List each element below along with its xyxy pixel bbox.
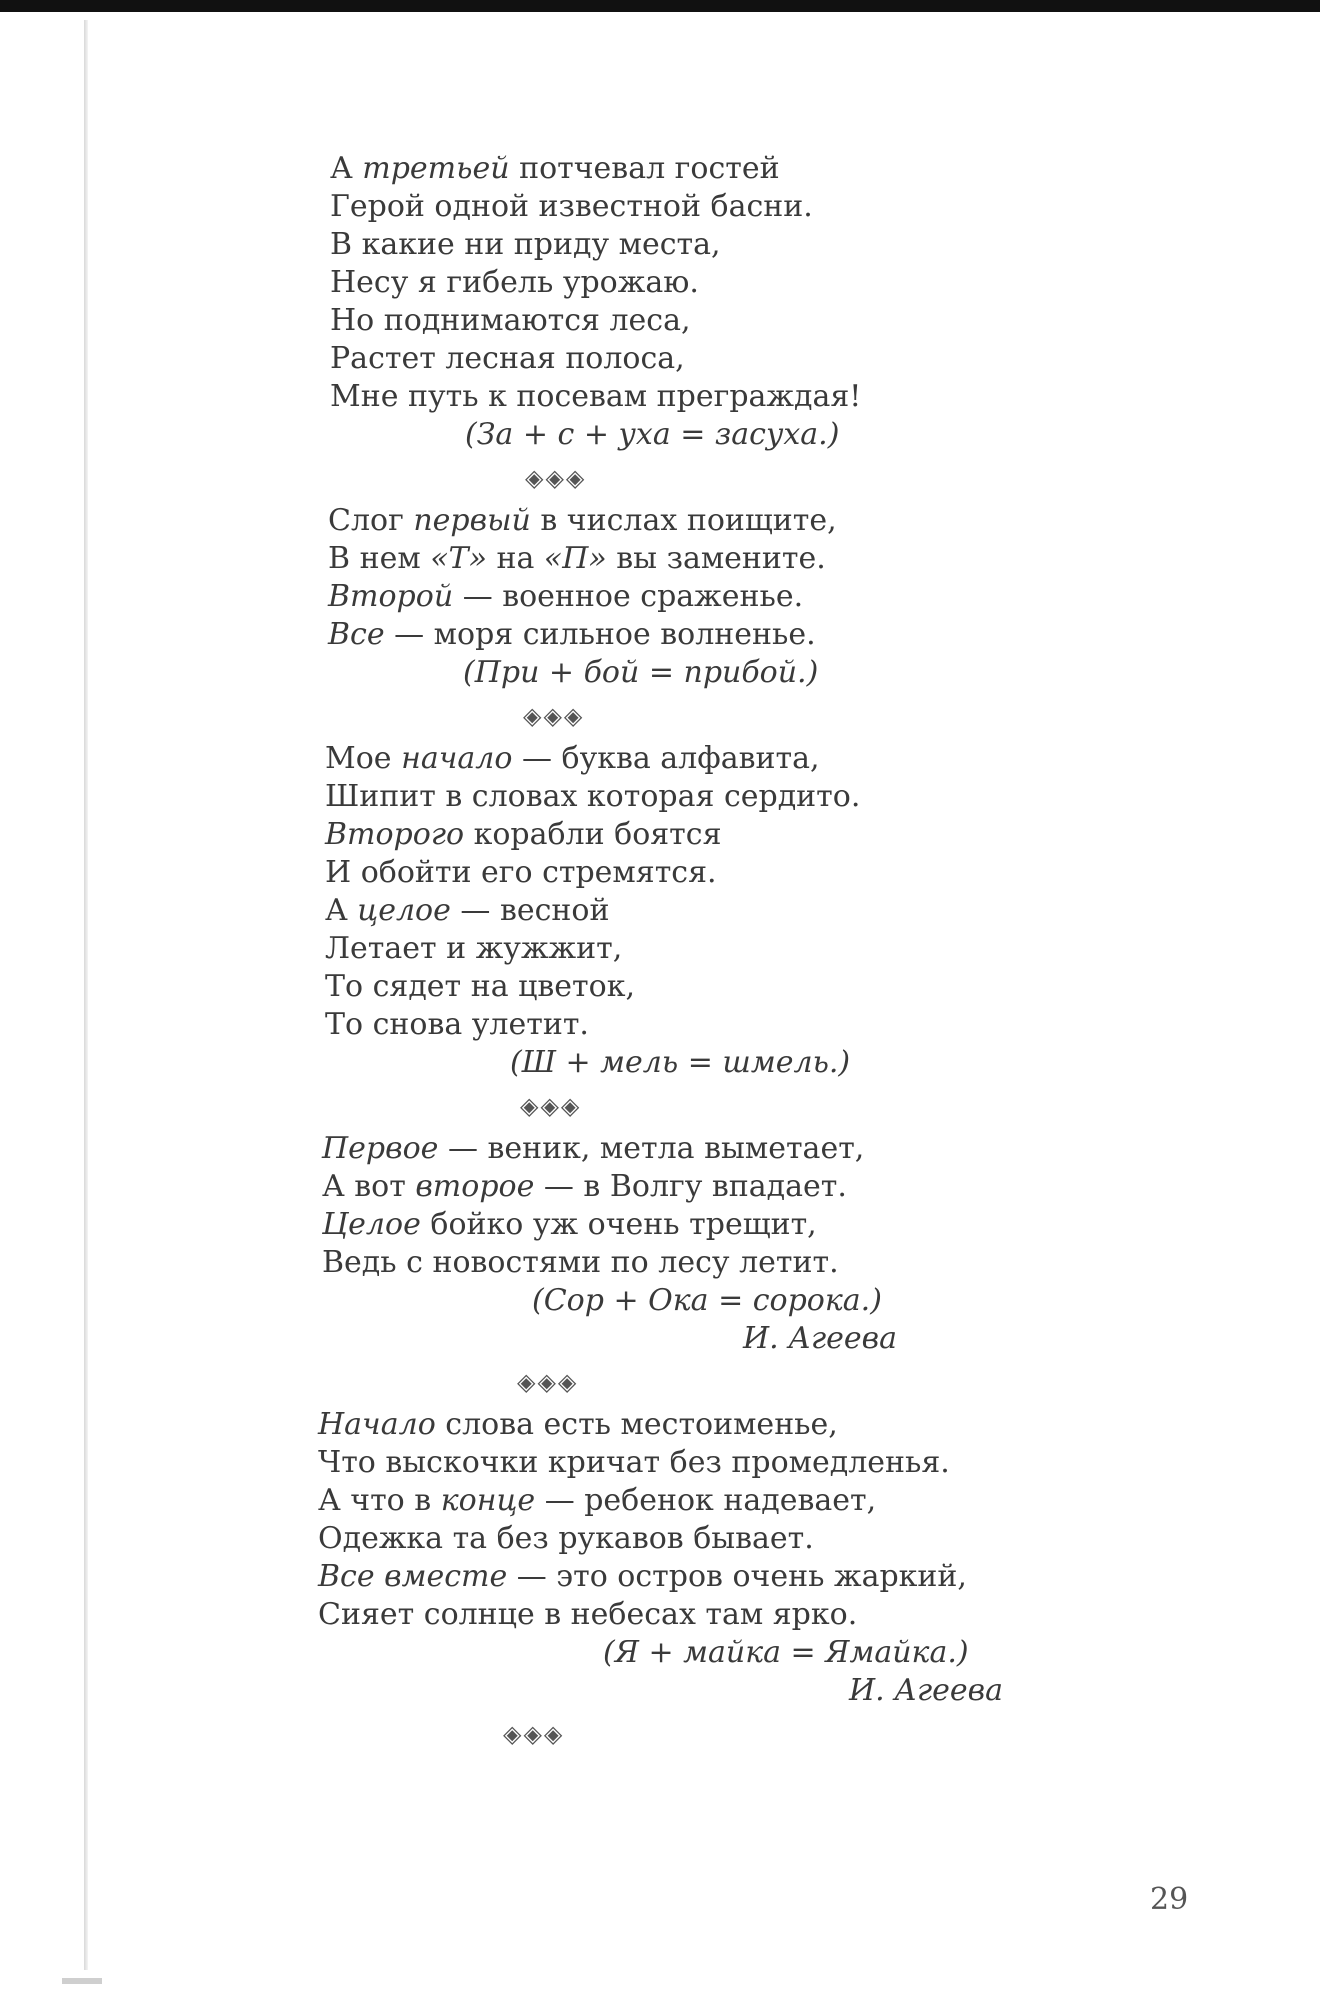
book-spine-shadow bbox=[84, 20, 88, 1970]
poem-line bbox=[325, 1006, 1050, 1044]
poem-text: В нем bbox=[328, 541, 431, 576]
poem-text: Несу я гибель урожаю. bbox=[330, 265, 699, 300]
poem-emphasis: «Т» bbox=[430, 541, 487, 576]
poem-text: слова есть местоименье, bbox=[435, 1407, 838, 1442]
poem-emphasis: Целое bbox=[322, 1207, 421, 1242]
poem-line bbox=[330, 188, 1050, 226]
poem-text: А вот bbox=[322, 1169, 416, 1204]
poem-emphasis: конце bbox=[440, 1483, 536, 1518]
page-number: 29 bbox=[1150, 1882, 1189, 1917]
poem-line bbox=[330, 264, 1050, 302]
section-divider-ornament: ◈◈◈ bbox=[523, 702, 585, 730]
riddle-block bbox=[330, 150, 1050, 502]
poem-text: Одежка та без рукавов бывает. bbox=[318, 1521, 814, 1556]
poem-text: Растет лесная полоса, bbox=[330, 341, 685, 376]
poem-text: Но поднимаются леса, bbox=[330, 303, 691, 338]
poem-line bbox=[318, 1482, 1050, 1520]
riddle-answer: (При + бой = прибой.) bbox=[463, 655, 819, 690]
poem-emphasis: первый bbox=[413, 503, 531, 538]
poem-line bbox=[328, 578, 1050, 616]
section-divider-ornament: ◈◈◈ bbox=[525, 464, 587, 492]
poem-emphasis: второе bbox=[415, 1169, 535, 1204]
riddle-author: И. Агеева bbox=[743, 1321, 897, 1356]
riddle-block bbox=[318, 1406, 1050, 1758]
riddle-answer: (Сор + Ока = сорока.) bbox=[532, 1283, 882, 1318]
poem-text: А bbox=[325, 893, 358, 928]
poem-text: Сияет солнце в небесах там ярко. bbox=[318, 1597, 858, 1632]
poem-text: Что выскочки кричат без промедленья. bbox=[318, 1445, 950, 1480]
poem-text: на bbox=[486, 541, 544, 576]
poem-line bbox=[325, 892, 1050, 930]
poem-text: И обойти его стремятся. bbox=[325, 855, 717, 890]
poem-text: корабли боятся bbox=[464, 817, 722, 852]
poem-text: потчевал гостей bbox=[509, 151, 780, 186]
riddle-answer: (Ш + мель = шмель.) bbox=[510, 1045, 851, 1080]
section-divider-ornament: ◈◈◈ bbox=[503, 1720, 565, 1748]
book-spine-foot bbox=[62, 1978, 102, 1984]
poem-line bbox=[330, 378, 1050, 416]
poem-text: Мое bbox=[325, 741, 402, 776]
poem-line bbox=[328, 616, 1050, 654]
poem-emphasis: Начало bbox=[318, 1407, 436, 1442]
poem-line bbox=[325, 778, 1050, 816]
poem-line bbox=[318, 1444, 1050, 1482]
poem-line bbox=[318, 1520, 1050, 1558]
poem-text: А что в bbox=[318, 1483, 441, 1518]
poem-line bbox=[318, 1596, 1050, 1634]
section-divider-ornament: ◈◈◈ bbox=[517, 1368, 579, 1396]
poem-line bbox=[325, 968, 1050, 1006]
poem-line bbox=[322, 1168, 1050, 1206]
poem-emphasis: Второй bbox=[328, 579, 454, 614]
poem-text: бойко уж очень трещит, bbox=[420, 1207, 817, 1242]
poem-text: — моря сильное волненье. bbox=[384, 617, 816, 652]
poem-line bbox=[328, 502, 1050, 540]
poem-text: То сядет на цветок, bbox=[325, 969, 635, 1004]
poem-emphasis: Второго bbox=[325, 817, 465, 852]
poem-text: Шипит в словах которая сердито. bbox=[325, 779, 861, 814]
poem-text: А bbox=[330, 151, 363, 186]
poem-emphasis: целое bbox=[357, 893, 451, 928]
riddle-author: И. Агеева bbox=[849, 1673, 1003, 1708]
poem-line bbox=[322, 1130, 1050, 1168]
poem-line bbox=[330, 150, 1050, 188]
poem-text: в числах поищите, bbox=[530, 503, 837, 538]
poem-emphasis: Все вместе bbox=[318, 1559, 508, 1594]
riddle-block bbox=[322, 1130, 1050, 1406]
poem-line bbox=[325, 930, 1050, 968]
poem-text: Герой одной известной басни. bbox=[330, 189, 813, 224]
poem-text: — военное сраженье. bbox=[453, 579, 804, 614]
section-divider-ornament: ◈◈◈ bbox=[520, 1092, 582, 1120]
poem-text: Слог bbox=[328, 503, 414, 538]
poem-text: вы замените. bbox=[606, 541, 826, 576]
poem-text: — буква алфавита, bbox=[512, 741, 820, 776]
poem-line bbox=[330, 302, 1050, 340]
poem-line bbox=[325, 816, 1050, 854]
poem-line bbox=[322, 1206, 1050, 1244]
poem-line bbox=[318, 1558, 1050, 1596]
poem-line bbox=[325, 740, 1050, 778]
poem-text: Мне путь к посевам преграждая! bbox=[330, 379, 862, 414]
poem-emphasis: Все bbox=[328, 617, 385, 652]
poem-text: Ведь с новостями по лесу летит. bbox=[322, 1245, 839, 1280]
poem-text: В какие ни приду места, bbox=[330, 227, 721, 262]
riddle-answer: (За + с + уха = засуха.) bbox=[465, 417, 840, 452]
poem-text: То снова улетит. bbox=[325, 1007, 589, 1042]
poem-line bbox=[325, 854, 1050, 892]
poem-line bbox=[318, 1406, 1050, 1444]
poem-emphasis: «П» bbox=[543, 541, 607, 576]
poem-text: — весной bbox=[450, 893, 610, 928]
poem-line bbox=[330, 340, 1050, 378]
poem-text: — это остров очень жаркий, bbox=[507, 1559, 967, 1594]
poem-text: — ребенок надевает, bbox=[535, 1483, 877, 1518]
scan-top-edge bbox=[0, 0, 1320, 12]
poem-emphasis: начало bbox=[401, 741, 513, 776]
poem-emphasis: третьей bbox=[362, 151, 510, 186]
poem-text: — в Волгу впадает. bbox=[534, 1169, 847, 1204]
poem-line bbox=[322, 1244, 1050, 1282]
riddle-answer: (Я + майка = Ямайка.) bbox=[603, 1635, 969, 1670]
poem-line bbox=[330, 226, 1050, 264]
page-text bbox=[318, 150, 1050, 1758]
poem-emphasis: Первое bbox=[322, 1131, 439, 1166]
riddle-block bbox=[328, 502, 1050, 740]
poem-line bbox=[328, 540, 1050, 578]
poem-text: — веник, метла выметает, bbox=[438, 1131, 865, 1166]
poem-text: Летает и жужжит, bbox=[325, 931, 623, 966]
riddle-block bbox=[325, 740, 1050, 1130]
